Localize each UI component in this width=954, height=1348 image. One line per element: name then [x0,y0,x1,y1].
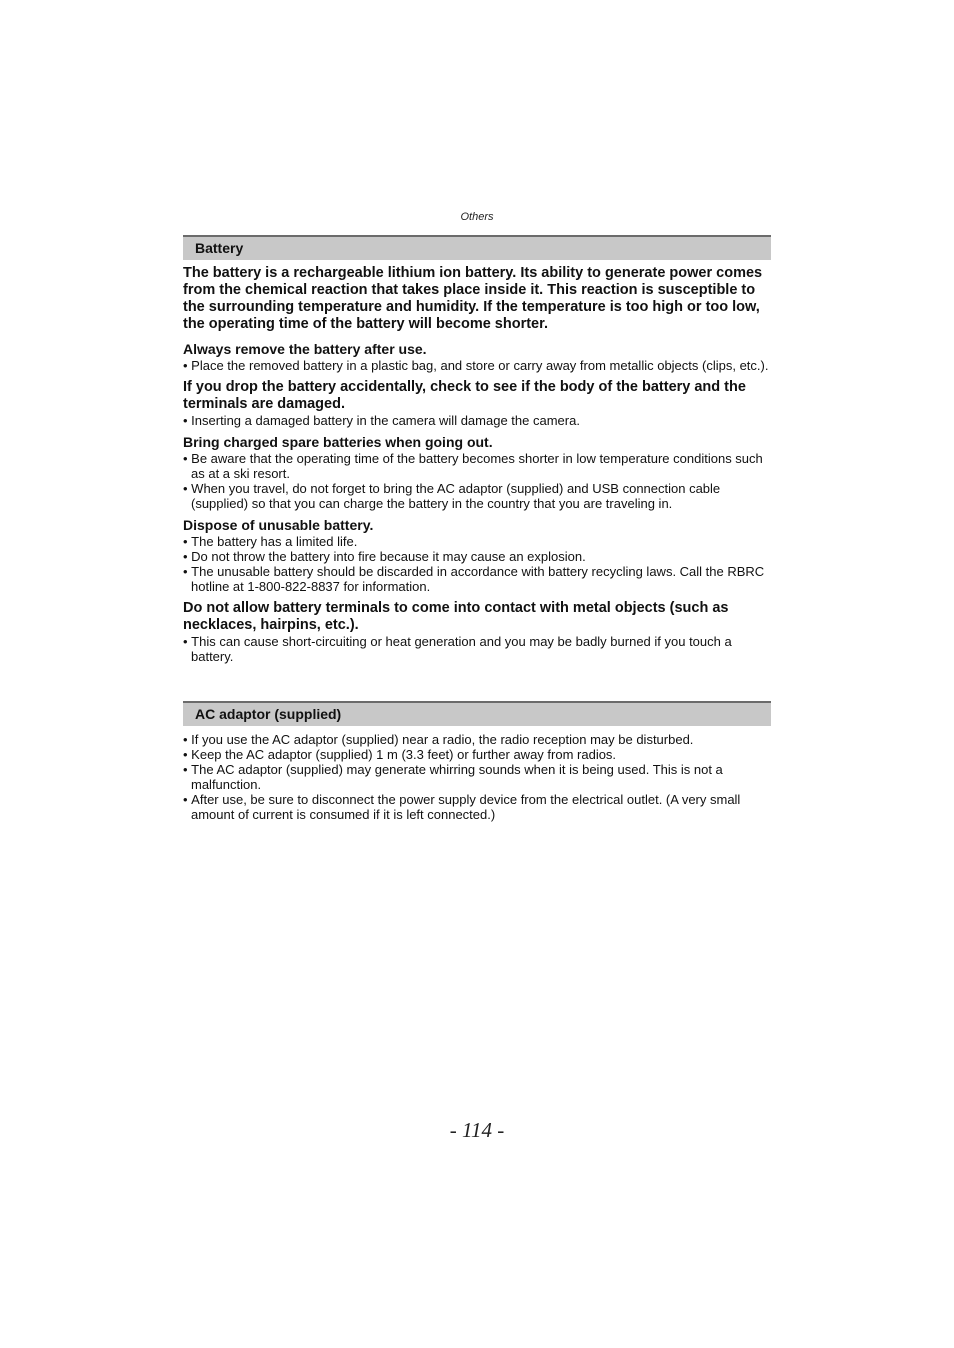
battery-block-terminals [183,600,773,664]
battery-block-dispose [183,517,773,594]
chapter-header: Others [460,211,494,223]
bullet-item: • The AC adaptor (supplied) may generate whirring sounds when it is being used. This is not a malfunction. [183,762,773,792]
battery-block-drop [183,379,773,428]
page-number: - 114 - [449,1118,505,1142]
heading-remove-battery: Always remove the battery after use. [183,341,427,357]
battery-intro: The battery is a rechargeable lithium ion battery. Its ability to generate power comes from the chemical reaction that takes place inside it. This reaction is susceptible to the surrounding temperature and humidity. If the temperature is too high or too low, the operating time of the battery will become shorter. [183,265,763,332]
bullet-item: • Be aware that the operating time of the battery becomes shorter in low temperature conditions such as at a ski resort. [183,451,773,481]
section-title-battery: Battery [183,235,771,260]
bullet-item: • After use, be sure to disconnect the power supply device from the electrical outlet. (A very small amount of current is consumed if it is left connected.) [183,792,773,822]
bullet-item: • The unusable battery should be discarded in accordance with battery recycling laws. Call the RBRC hotline at 1-800-822-8837 for information. [183,564,773,594]
bullet-item: • This can cause short-circuiting or heat generation and you may be badly burned if you touch a battery. [183,634,773,664]
heading-dispose-battery: Dispose of unusable battery. [183,517,374,533]
bullet-item: • Do not throw the battery into fire because it may cause an explosion. [183,549,773,564]
heading-battery-terminals: Do not allow battery terminals to come into contact with metal objects (such as necklaces, hairpins, etc.). [183,600,729,633]
ac-adaptor-section [183,732,773,828]
section-title-ac-adaptor: AC adaptor (supplied) [183,701,771,726]
bullet-item: • Inserting a damaged battery in the camera will damage the camera. [183,413,773,428]
heading-spare-batteries: Bring charged spare batteries when going out. [183,434,493,450]
battery-section [183,265,773,670]
bullet-item: • When you travel, do not forget to bring the AC adaptor (supplied) and USB connection cable (supplied) so that you can charge the battery in the country that you are traveling in. [183,481,773,511]
bullet-item: • Keep the AC adaptor (supplied) 1 m (3.3 feet) or further away from radios. [183,747,773,762]
heading-drop-battery: If you drop the battery accidentally, check to see if the body of the battery and the terminals are damaged. [183,379,746,412]
battery-block-remove [183,341,773,373]
battery-block-spare [183,434,773,511]
bullet-item: • The battery has a limited life. [183,534,773,549]
bullet-item: • If you use the AC adaptor (supplied) near a radio, the radio reception may be disturbed. [183,732,773,747]
bullet-item: • Place the removed battery in a plastic bag, and store or carry away from metallic objects (clips, etc.). [183,358,773,373]
